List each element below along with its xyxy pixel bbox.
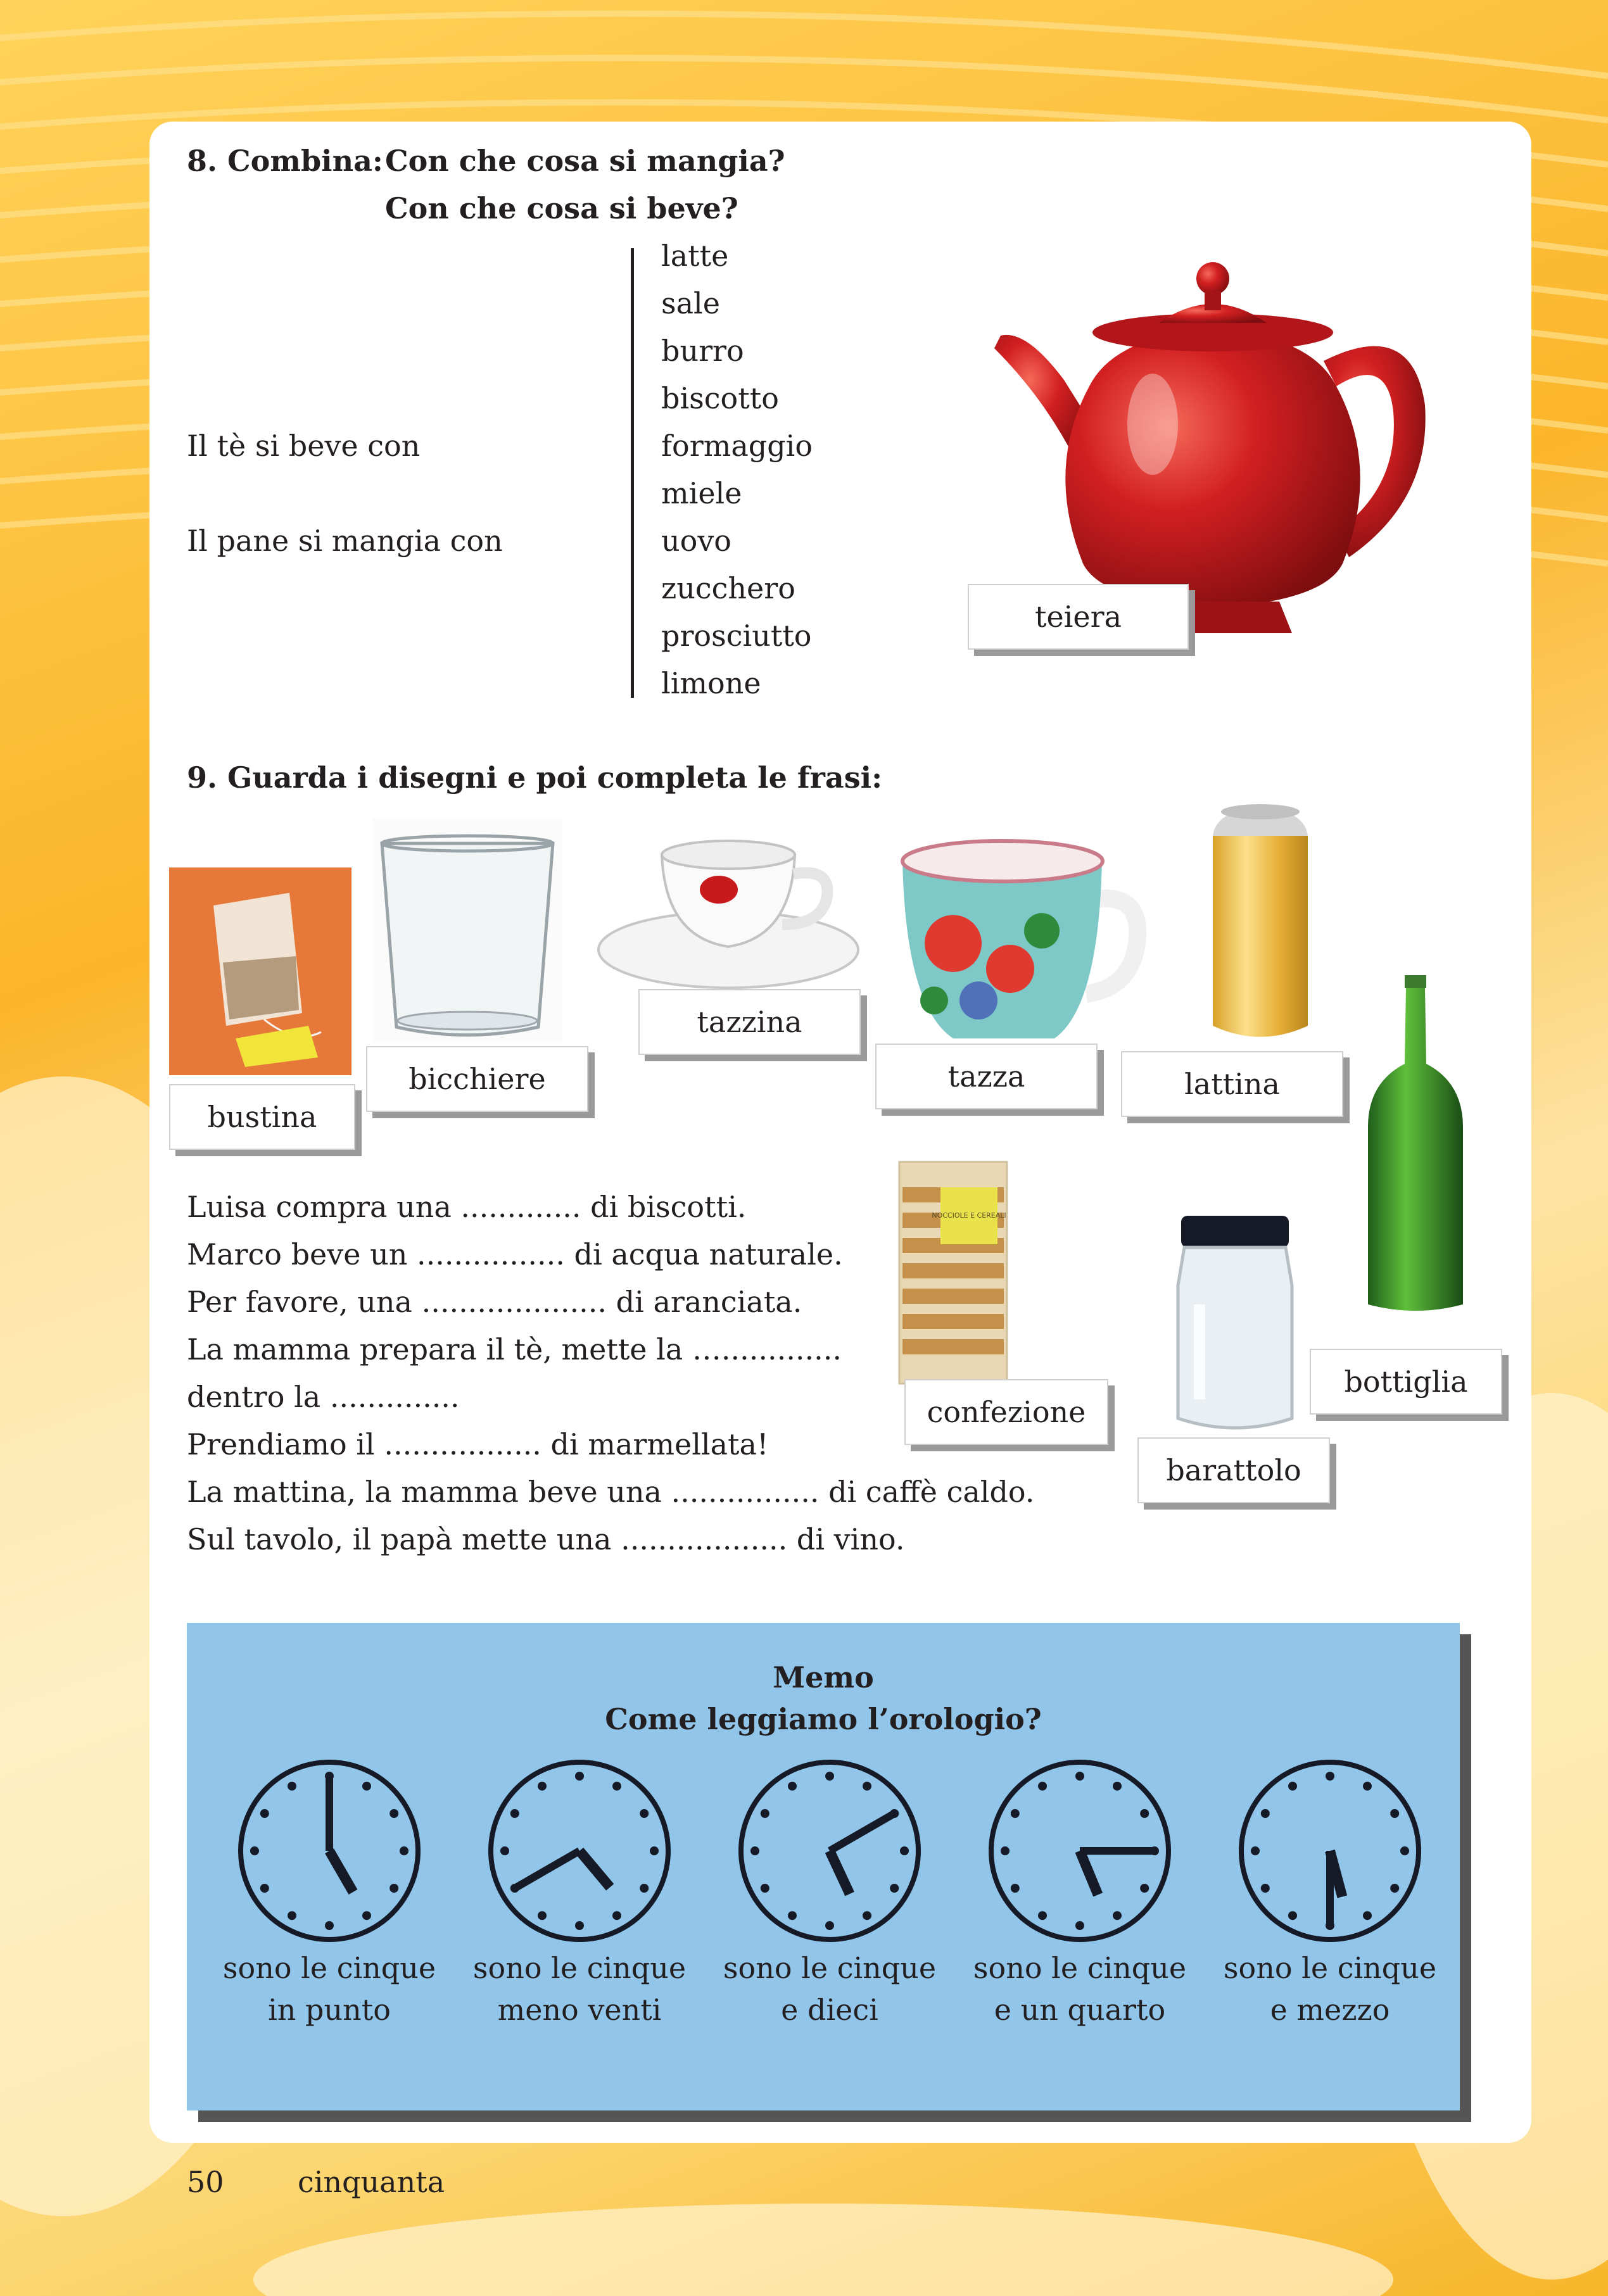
word-list-divider (631, 248, 634, 698)
word-item: latte (661, 239, 729, 273)
clock-caption-line1: sono le cinque (723, 1951, 937, 1985)
sentence-item: Marco beve un ................ di acqua naturale. (187, 1237, 843, 1271)
clock-tick (825, 1921, 834, 1930)
exercise8-question1: Con che cosa si mangia? (385, 144, 785, 178)
clock-caption-line2: e mezzo (1270, 1993, 1390, 2027)
clock-tick (863, 1911, 871, 1920)
sentence-item: dentro la .............. (187, 1380, 460, 1414)
clock-tick (575, 1772, 584, 1781)
clock-caption-1 (215, 1947, 443, 2031)
clock-tick (260, 1809, 269, 1818)
clock-caption-2 (465, 1947, 693, 2031)
clock-tick (750, 1846, 759, 1855)
can-image (1197, 798, 1324, 1051)
hour-hand (1080, 1851, 1098, 1895)
clock-tick (825, 1772, 834, 1781)
clock-tick (1288, 1782, 1297, 1791)
clock-tick (1261, 1809, 1270, 1818)
clock-4 (991, 1762, 1168, 1940)
clock-tick (538, 1782, 547, 1791)
word-item: formaggio (661, 429, 813, 463)
clock-tick (1363, 1911, 1372, 1920)
clock-tick (1038, 1782, 1047, 1791)
word-item: limone (661, 666, 761, 700)
word-item: miele (661, 476, 742, 510)
clock-tick (1140, 1809, 1149, 1818)
clock-tick (1261, 1884, 1270, 1893)
memo-box (187, 1623, 1460, 2110)
clock-tick (510, 1809, 519, 1818)
label-bottiglia: bottiglia (1310, 1349, 1502, 1415)
clock-caption-5 (1216, 1947, 1444, 2031)
minute-hand (830, 1815, 893, 1851)
clock-caption-line2: meno venti (497, 1993, 662, 2027)
clock-tick (761, 1809, 769, 1818)
label-tazzina: tazzina (638, 989, 861, 1055)
exercise8-number-title: 8. Combina: (187, 144, 383, 178)
clock-tick (288, 1782, 296, 1791)
clock-tick (788, 1782, 797, 1791)
espresso-cup-image (592, 823, 864, 994)
clock-tick (288, 1911, 296, 1920)
clock-caption-line1: sono le cinque (222, 1951, 436, 1985)
clock-tick (612, 1911, 621, 1920)
label-lattina: lattina (1121, 1051, 1343, 1117)
label-bicchiere: bicchiere (366, 1046, 588, 1112)
exercise8-question2: Con che cosa si beve? (385, 191, 738, 225)
word-item: uovo (661, 524, 732, 558)
clock-1 (241, 1762, 418, 1940)
clock-tick (640, 1884, 649, 1893)
clock-tick (1113, 1911, 1122, 1920)
clock-caption-line2: e dieci (781, 1993, 878, 2027)
sentence-item: Prendiamo il ................. di marmellata! (187, 1427, 769, 1461)
clock-tick (1038, 1911, 1047, 1920)
sentence-item: Per favore, una .................... di aranciata. (187, 1285, 802, 1319)
sentence-item: La mamma prepara il tè, mette la …............. (187, 1332, 842, 1366)
clock-caption-line1: sono le cinque (973, 1951, 1187, 1985)
clock-tick (400, 1846, 408, 1855)
clock-tick (1075, 1921, 1084, 1930)
clock-tick (1113, 1782, 1122, 1791)
sentence-item: Sul tavolo, il papà mette una .................. di vino. (187, 1522, 905, 1556)
clock-tick (1390, 1809, 1399, 1818)
clock-tick (1011, 1884, 1020, 1893)
clock-tick (362, 1782, 371, 1791)
biscuit-box-text: NOCCIOLE E CEREALI (932, 1211, 1006, 1220)
clock-tick (389, 1884, 398, 1893)
minute-hand (516, 1851, 579, 1888)
clock-tick (389, 1809, 398, 1818)
clock-tick (900, 1846, 909, 1855)
sentence-item: La mattina, la mamma beve una ................ di caffè caldo. (187, 1475, 1035, 1509)
clock-tick (650, 1846, 659, 1855)
hour-hand (830, 1851, 850, 1894)
word-list (661, 238, 813, 713)
exercise9-title: 9. Guarda i disegni e poi completa le frasi: (187, 760, 883, 795)
jar-image (1168, 1209, 1301, 1437)
clock-tick (1400, 1846, 1409, 1855)
memo-title: Memo (773, 1660, 874, 1694)
clock-tick (863, 1782, 871, 1791)
sentence-item: Luisa compra una ............. di biscotti. (187, 1190, 747, 1224)
clock-caption-line2: in punto (268, 1993, 391, 2027)
clock-caption-line2: e un quarto (994, 1993, 1166, 2027)
label-tazza: tazza (875, 1044, 1098, 1109)
clock-tick (250, 1846, 259, 1855)
label-barattolo: barattolo (1137, 1437, 1330, 1503)
memo-subtitle: Come leggiamo l’orologio? (605, 1702, 1042, 1736)
clock-tick (640, 1809, 649, 1818)
clock-tick (1390, 1884, 1399, 1893)
clock-tick (788, 1911, 797, 1920)
teapot-image (969, 260, 1457, 640)
clock-tick (1075, 1772, 1084, 1781)
label-bustina: bustina (169, 1084, 355, 1150)
sentence-te: Il tè si beve con (187, 429, 421, 463)
clock-5 (1241, 1762, 1419, 1940)
clock-caption-line1: sono le cinque (472, 1951, 687, 1985)
clock-tick (260, 1884, 269, 1893)
page-number: 50 (187, 2165, 224, 2199)
word-item: zucchero (661, 571, 795, 605)
word-item: biscotto (661, 381, 779, 415)
clock-tick (1251, 1846, 1260, 1855)
page-word: cinquanta (298, 2165, 445, 2199)
glass-image (372, 818, 562, 1043)
clock-tick (1001, 1846, 1010, 1855)
clock-tick (890, 1884, 899, 1893)
clock-tick (362, 1911, 371, 1920)
hour-hand (579, 1851, 610, 1887)
mug-image (883, 817, 1149, 1051)
clock-tick (1011, 1809, 1020, 1818)
clock-tick (761, 1884, 769, 1893)
clock-tick (538, 1911, 547, 1920)
clock-caption-4 (966, 1947, 1194, 2031)
clock-tick (1363, 1782, 1372, 1791)
clock-tick (1140, 1884, 1149, 1893)
sentences-list (187, 1189, 1034, 1569)
teabag-image (169, 867, 351, 1075)
clock-tick (575, 1921, 584, 1930)
clock-tick (500, 1846, 509, 1855)
label-teiera: teiera (968, 584, 1189, 650)
clock-caption-line1: sono le cinque (1223, 1951, 1437, 1985)
clock-tick (1288, 1911, 1297, 1920)
label-confezione: confezione (904, 1379, 1108, 1445)
word-item: prosciutto (661, 619, 812, 653)
clocks-row (187, 1750, 1460, 1952)
bottle-image (1330, 937, 1501, 1317)
clock-3 (741, 1762, 918, 1940)
hour-hand (329, 1851, 353, 1892)
sentence-pane: Il pane si mangia con (187, 524, 503, 558)
word-item: sale (661, 286, 720, 320)
clock-tick (1326, 1772, 1334, 1781)
word-item: burro (661, 334, 744, 368)
clock-tick (612, 1782, 621, 1791)
clock-2 (491, 1762, 668, 1940)
clock-tick (325, 1921, 334, 1930)
clock-caption-3 (716, 1947, 944, 2031)
